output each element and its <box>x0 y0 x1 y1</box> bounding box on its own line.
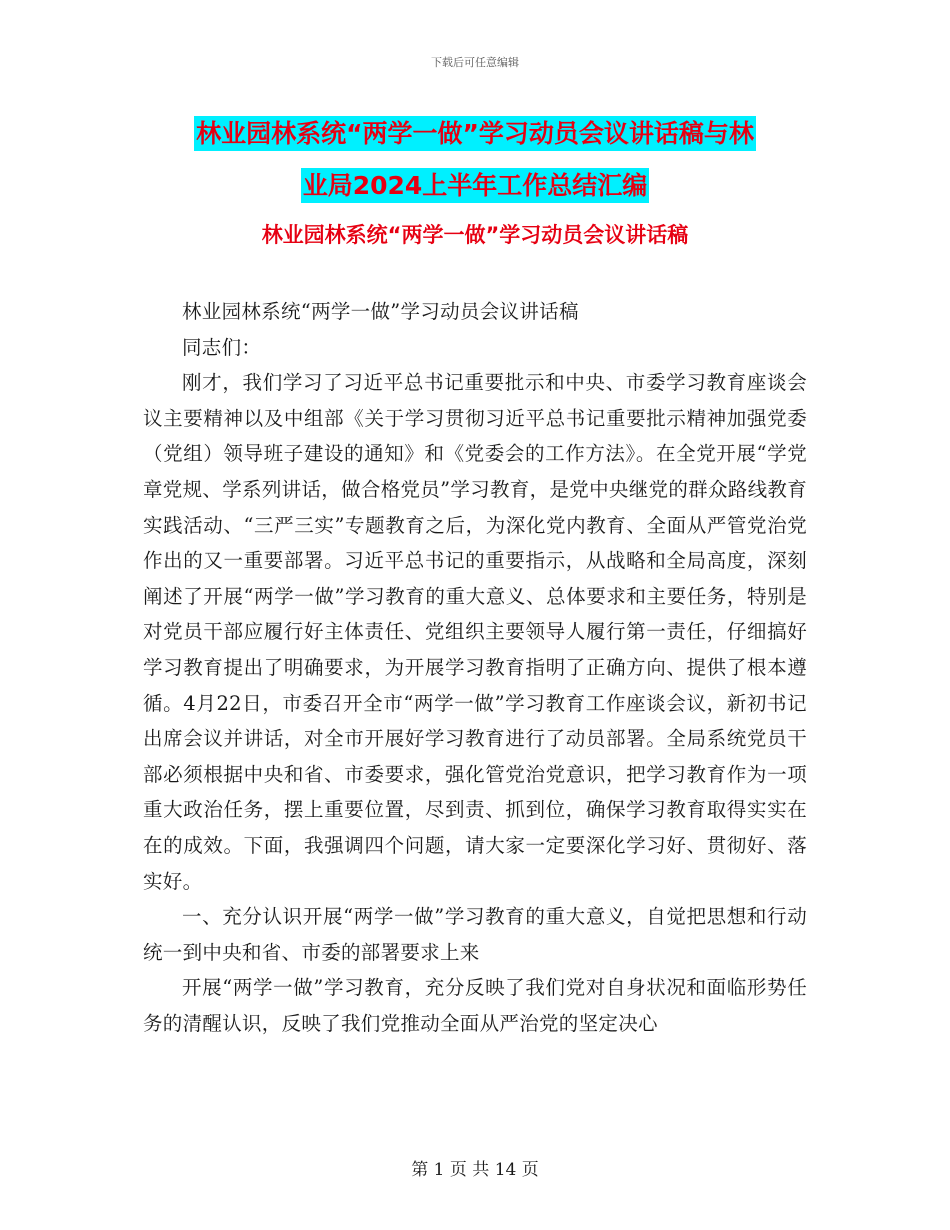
body-paragraph: 林业园林系统“两学一做”学习动员会议讲话稿 <box>182 300 579 323</box>
body-paragraph: 刚才，我们学习了习近平总书记重要批示和中央、市委学习教育座谈会议主要精神以及中组部《关于学习贯彻习近平总书记重要批示精神加强党委（党组）领导班子建设的通知》和《党委会的工作方法》。在全党开展“学党章党规、学系列讲话，做合格党员”学习教育，是党中央继党的群众路线教育实践活动、“三严三实”专题教育之后，为深化党内教育、全面从严管党治党作出的又一重要部署。习近平总书记的重要指示，从战略和全局高度，深刻阐述了开展“两学一做”学习教育的重大意义、总体要求和主要任务，特别是对党员干部应履行好主体责任、党组织主要领导人履行第一责任，仔细搞好学习教育提出了明确要求，为开展学习教育指明了正确方向、提供了根本遵循。4月22日，市委召开全市“两学一做”学习教育工作座谈会议，新初书记出席会议并讲话，对全市开展好学习教育进行了动员部署。全局系统党员干部必须根据中央和省、市委要求，强化管党治党意识，把学习教育作为一项重大政治任务，摆上重要位置，尽到责、抓到位，确保学习教育取得实实在在的成效。下面，我强调四个问题，请大家一定要深化学习好、贯彻好、落实好。 <box>143 371 807 893</box>
page-number: 第 1 页 共 14 页 <box>411 1160 539 1180</box>
section-title: 林业园林系统“两学一做”学习动员会议讲话稿 <box>261 223 689 247</box>
page-header-note: 下载后可任意编辑 <box>431 56 519 69</box>
document-title-line-1: 林业园林系统“两学一做”学习动员会议讲话稿与林 <box>194 116 756 151</box>
document-title-line-2: 业局2024上半年工作总结汇编 <box>301 168 650 203</box>
body-paragraph: 一、充分认识开展“两学一做”学习教育的重大意义，自觉把思想和行动统一到中央和省、市委的部署要求上来 <box>143 905 807 964</box>
document-title <box>0 108 950 212</box>
document-body <box>143 294 807 1041</box>
body-paragraph: 同志们： <box>182 335 262 359</box>
body-paragraph: 开展“两学一做”学习教育，充分反映了我们党对自身状况和面临形势任务的清醒认识，反映了我们党推动全面从严治党的坚定决心 <box>143 976 807 1035</box>
